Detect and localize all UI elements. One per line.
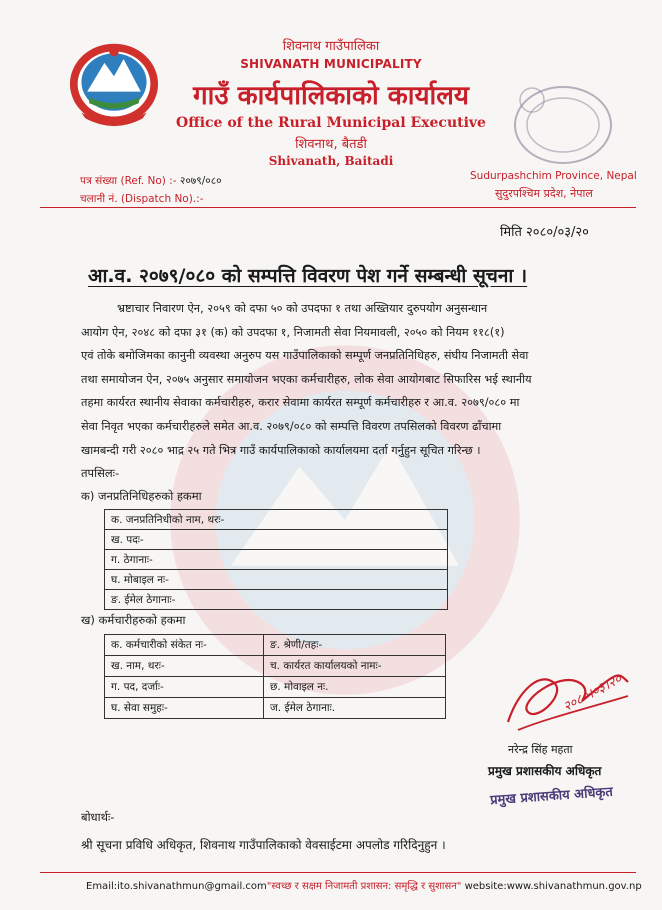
- dispatch-number: चलानी नं. (Dispatch No).:-: [80, 193, 204, 205]
- table-cell: ग. पद, दर्जाः-: [105, 677, 264, 698]
- signatory-title: प्रमुख प्रशासकीय अधिकृत: [488, 764, 602, 778]
- handwritten-date: २०८०।०३।२०: [560, 671, 625, 715]
- body-line: तथा समायोजन ऐन, २०७५ अनुसार समायोजन भएका कर्मचारीहरु, लोक सेवा आयोगबाट सिफारिस भई स्थानीय: [81, 372, 532, 386]
- table-cell: ख. पदः-: [105, 530, 448, 550]
- table-row: [105, 510, 448, 530]
- employee-form-table: [104, 634, 446, 719]
- signatory-name: नरेन्द्र सिंह महता: [508, 743, 573, 756]
- table-cell: घ. सेवा समुहः-: [105, 698, 264, 719]
- body-line: एवं तोके बमोजिमका कानुनी व्यवस्था अनुरुप यस गाउँपालिकाको सम्पूर्ण जनप्रतिनिधिहरु, संघीय निजामती सेवा: [81, 349, 529, 363]
- office-name-en: Office of the Rural Municipal Executive: [176, 115, 486, 131]
- table-cell: ङ. ईमेल ठेगानाः-: [105, 590, 448, 610]
- table-row: [105, 656, 446, 677]
- location-en: Shivanath, Baitadi: [268, 154, 394, 168]
- table-row: [105, 698, 446, 719]
- header-divider: [40, 207, 636, 208]
- table-row: [105, 590, 448, 610]
- table-cell: क. जनप्रतिनिधीको नाम, थरः-: [105, 510, 448, 530]
- table-row: [105, 550, 448, 570]
- table-cell: च. कार्यरत कार्यालयको नामः-: [264, 656, 446, 677]
- footer-slogan: "स्वच्छ र सक्षम निजामती प्रशासन: समृद्धि र सुशासन": [266, 881, 462, 892]
- date: मिति २०८०/०३/२०: [500, 225, 589, 240]
- body-line: सेवा निवृत भएका कर्मचारीहरुले समेत आ.व. २०७९/०८० को सम्पत्ति विवरण तपसिलको विवरण ढाँचामा: [81, 419, 502, 433]
- table-row: [105, 570, 448, 590]
- table-cell: क. कर्मचारीको संकेत नः-: [105, 635, 264, 656]
- ref-number: [80, 174, 222, 188]
- body-line: तहमा कार्यरत स्थानीय सेवाका कर्मचारीहरु, करार सेवामा कार्यरत सम्पूर्ण कर्मचारीहरु र आ.व. २०७९/०८० मा: [81, 396, 520, 410]
- table-cell: ग. ठेगानाः-: [105, 550, 448, 570]
- footer-divider: [40, 872, 636, 873]
- table-cell: ख. नाम, थरः-: [105, 656, 264, 677]
- ref-label: पत्र संख्या (Ref. No) :-: [80, 175, 177, 187]
- cc-label: बोधार्थः-: [81, 810, 115, 824]
- table-cell: ङ. श्रेणी/तहः-: [264, 635, 446, 656]
- section-a-title: क) जनप्रतिनिधिहरुको हकमा: [81, 489, 202, 503]
- section-b-title: ख) कर्मचारीहरुको हकमा: [81, 613, 186, 627]
- representative-form-table: [104, 509, 448, 610]
- location-np: शिवनाथ, बैतडी: [295, 137, 367, 152]
- ref-value: २०७९/०८०: [179, 175, 222, 187]
- office-stamp-icon: [508, 80, 618, 170]
- tapsil-label: तपसिलः-: [81, 466, 120, 480]
- table-cell: छ. मोवाइल नः.: [264, 677, 446, 698]
- table-row: [105, 635, 446, 656]
- province-en: Sudurpashchim Province, Nepal: [470, 170, 637, 182]
- province-np: सुदुरपश्चिम प्रदेश, नेपाल: [495, 187, 593, 200]
- local-body-np: शिवनाथ गाउँपालिका: [282, 39, 380, 54]
- body-line: खामबन्दी गरी २०८० भाद्र २५ गते भित्र गाउँ कार्यपालिकाको कार्यालयमा दर्ता गर्नुहुन सूचित गरिन्छ ।: [81, 443, 481, 457]
- table-cell: ज. ईमेल ठेगानाः.: [264, 698, 446, 719]
- local-body-en: SHIVANATH MUNICIPALITY: [240, 57, 422, 71]
- body-line: आयोग ऐन, २०४८ को दफा ३१ (क) को उपदफा १, निजामती सेवा नियमावली, २०५० को नियम ११८(१): [81, 325, 505, 339]
- table-cell: घ. मोबाइल नः-: [105, 570, 448, 590]
- nepal-emblem-icon: [66, 38, 162, 128]
- body-line: भ्रष्टाचार निवारण ऐन, २०५९ को दफा ५० को उपदफा १ तथा अख्तियार दुरुपयोग अनुसन्धान: [117, 302, 488, 315]
- footer-website: website:www.shivanathmun.gov.np: [464, 881, 642, 892]
- office-name-np: गाउँ कार्यपालिकाको कार्यालय: [193, 81, 469, 111]
- footer-email: Email:ito.shivanathmun@gmail.com: [86, 881, 267, 892]
- table-row: [105, 677, 446, 698]
- footer: [86, 878, 642, 892]
- subject-heading: आ.व. २०७९/०८० को सम्पत्ति विवरण पेश गर्ने सम्बन्धी सूचना ।: [88, 265, 528, 287]
- signatory-stamp-title: प्रमुख प्रशासकीय अधिकृत: [489, 784, 614, 809]
- table-row: [105, 530, 448, 550]
- cc-text: श्री सूचना प्रविधि अधिकृत, शिवनाथ गाउँपालिकाको वेवसाईटमा अपलोड गरिदिनुहुन ।: [81, 838, 446, 852]
- body-paragraph: [81, 297, 579, 462]
